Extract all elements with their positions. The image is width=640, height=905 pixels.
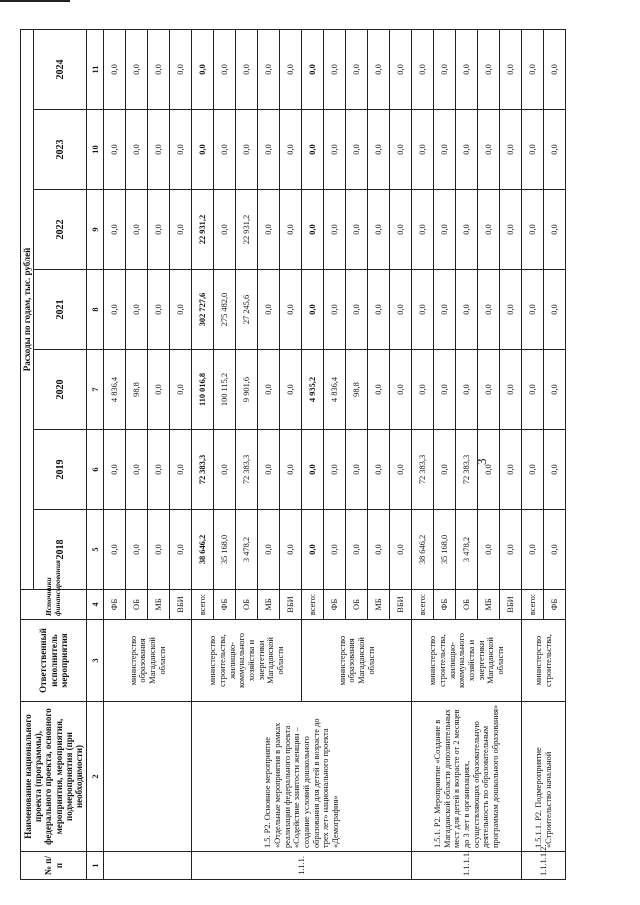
value-cell: 0,0 [544,350,566,430]
column-number: 8 [87,270,104,350]
value-cell: 0,0 [104,29,126,109]
source-cell: МБ [368,590,390,620]
column-number: 1 [87,852,104,880]
value-cell: 0,0 [126,190,148,270]
value-cell: 0,0 [258,510,280,590]
value-cell: 0,0 [324,430,346,510]
value-cell: 72 383,3 [412,430,434,510]
page-number: 3 [474,458,489,465]
value-cell: 0,0 [170,270,192,350]
executor-cell: министерство строительства, жилищно-коммунального хозяйства и энергетики Магаданской области [192,620,302,702]
header-row [21,29,34,879]
source-cell: ВБИ [390,590,412,620]
value-cell: 0,0 [148,510,170,590]
value-cell: 0,0 [522,190,544,270]
value-cell: 0,0 [522,29,544,109]
value-cell: 0,0 [500,190,522,270]
value-cell: 0,0 [236,110,258,190]
value-cell: 72 383,3 [236,430,258,510]
value-cell: 0,0 [522,510,544,590]
header-year: 2020 [34,350,87,430]
column-number: 5 [87,510,104,590]
value-cell: 0,0 [500,430,522,510]
column-number: 2 [87,702,104,852]
source-cell: ВБИ [170,590,192,620]
header-year: 2022 [34,190,87,270]
value-cell: 0,0 [478,110,500,190]
value-cell: 0,0 [148,350,170,430]
value-cell: 0,0 [258,270,280,350]
value-cell: 0,0 [214,430,236,510]
value-cell: 0,0 [544,510,566,590]
value-cell: 3 478,2 [236,510,258,590]
value-cell: 0,0 [456,29,478,109]
column-number: 6 [87,430,104,510]
value-cell: 0,0 [324,29,346,109]
table-row [192,29,214,879]
value-cell: 0,0 [214,190,236,270]
value-cell: 27 245,6 [236,270,258,350]
value-cell: 0,0 [412,270,434,350]
value-cell: 0,0 [544,430,566,510]
value-cell: 0,0 [126,270,148,350]
value-cell: 0,0 [280,29,302,109]
column-number: 10 [87,110,104,190]
value-cell: 0,0 [544,110,566,190]
value-cell: 0,0 [258,29,280,109]
value-cell: 0,0 [258,430,280,510]
row-number-cell [104,852,192,880]
row-name-cell: 1.5. Р2. Основное мероприятие «Отдельные мероприятия в рамках реализации федерального проекта «Содействие занятости женщин – создание условий дошкольного образования для детей в возрасте до трех лет» национального проекта «Демография» [192,702,412,852]
value-cell: 0,0 [478,270,500,350]
value-cell: 0,0 [346,510,368,590]
value-cell: 0,0 [412,190,434,270]
value-cell: 0,0 [170,350,192,430]
value-cell: 4 935,2 [302,350,324,430]
value-cell: 4 836,4 [324,350,346,430]
header-expenses: Расходы по годам, тыс. рублей [21,29,34,589]
value-cell: 0,0 [390,350,412,430]
source-cell: МБ [148,590,170,620]
column-number: 7 [87,350,104,430]
value-cell: 0,0 [148,29,170,109]
value-cell: 98,8 [126,350,148,430]
value-cell: 0,0 [104,190,126,270]
value-cell: 0,0 [104,270,126,350]
value-cell: 0,0 [104,430,126,510]
value-cell: 0,0 [280,510,302,590]
value-cell: 0,0 [148,190,170,270]
row-number-cell: 1.1.1. [192,852,412,880]
value-cell: 0,0 [478,430,500,510]
value-cell: 0,0 [368,510,390,590]
value-cell: 0,0 [302,430,324,510]
value-cell: 0,0 [544,29,566,109]
value-cell: 0,0 [346,430,368,510]
value-cell: 38 646,2 [192,510,214,590]
source-cell: всего: [192,590,214,620]
source-cell: ВБИ [280,590,302,620]
value-cell: 0,0 [456,270,478,350]
value-cell: 0,0 [544,190,566,270]
value-cell: 275 482,0 [214,270,236,350]
value-cell: 35 168,0 [214,510,236,590]
value-cell: 0,0 [500,110,522,190]
header-year: 2021 [34,270,87,350]
table-row [412,29,434,879]
source-cell: ОБ [346,590,368,620]
value-cell: 98,8 [346,350,368,430]
value-cell: 0,0 [500,350,522,430]
column-number: 4 [87,590,104,620]
value-cell: 35 168,0 [434,510,456,590]
value-cell: 0,0 [522,350,544,430]
value-cell: 110 016,8 [192,350,214,430]
value-cell: 0,0 [456,110,478,190]
value-cell: 302 727,6 [192,270,214,350]
value-cell: 0,0 [170,110,192,190]
executor-cell: министерство образования Магаданской области [302,620,412,702]
value-cell: 0,0 [148,270,170,350]
source-cell: ФБ [324,590,346,620]
value-cell: 0,0 [500,510,522,590]
value-cell: 0,0 [478,29,500,109]
header-year: 2018 [34,510,87,590]
value-cell: 0,0 [324,110,346,190]
value-cell: 0,0 [192,110,214,190]
header-num: № п/п [21,852,87,880]
source-cell: ФБ [434,590,456,620]
expenses-table [20,29,566,880]
row-name-cell: 1.5.1.1. Р2. Подмероприятие «Строительство начальной [522,702,566,852]
value-cell: 0,0 [258,350,280,430]
source-cell: МБ [478,590,500,620]
source-cell: ФБ [214,590,236,620]
value-cell: 0,0 [170,430,192,510]
value-cell: 0,0 [412,29,434,109]
header-year: 2024 [34,29,87,109]
value-cell: 0,0 [324,510,346,590]
value-cell: 38 646,2 [412,510,434,590]
value-cell: 0,0 [368,29,390,109]
value-cell: 0,0 [302,510,324,590]
value-cell: 0,0 [346,110,368,190]
value-cell: 0,0 [126,510,148,590]
column-number: 11 [87,29,104,109]
table-row [104,29,126,879]
source-cell: МБ [258,590,280,620]
value-cell: 0,0 [104,510,126,590]
value-cell: 0,0 [170,29,192,109]
value-cell: 0,0 [214,29,236,109]
value-cell: 0,0 [412,350,434,430]
row-name-cell: 1.5.1. Р2. Мероприятие «Создание в Магаданской области дополнительных мест для детей в возрасте от 2 месяцев до 3 лет в организациях, осуществляющих образовательную деятельность по образовательным программам дошкольного образования» [412,702,522,852]
executor-cell: министерство строительства, жилищно-коммунального хозяйства и энергетики Магаданской области [412,620,522,702]
executor-cell: министерство образования Магаданской области [104,620,192,702]
row-number-cell: 1.1.1.1. [412,852,522,880]
value-cell: 0,0 [522,270,544,350]
value-cell: 22 931,2 [236,190,258,270]
value-cell: 0,0 [434,350,456,430]
value-cell: 0,0 [302,29,324,109]
value-cell: 0,0 [148,110,170,190]
value-cell: 0,0 [170,510,192,590]
value-cell: 0,0 [390,110,412,190]
value-cell: 0,0 [412,110,434,190]
value-cell: 0,0 [500,270,522,350]
value-cell: 0,0 [434,110,456,190]
column-numbers-row [87,29,104,879]
row-name-cell [104,702,192,852]
value-cell: 22 931,2 [192,190,214,270]
value-cell: 0,0 [368,270,390,350]
value-cell: 0,0 [434,270,456,350]
value-cell: 0,0 [368,110,390,190]
value-cell: 0,0 [214,110,236,190]
value-cell: 0,0 [522,110,544,190]
value-cell: 0,0 [368,350,390,430]
executor-cell: министерство строительства, [522,620,566,702]
header-executor: Ответственный исполнитель мероприятия [21,620,87,702]
value-cell: 3 478,2 [456,510,478,590]
row-number-cell: 1.1.1.1.2. [522,852,566,880]
value-cell: 72 383,3 [192,430,214,510]
source-cell: всего: [302,590,324,620]
value-cell: 0,0 [280,190,302,270]
value-cell: 0,0 [126,29,148,109]
value-cell: 0,0 [346,190,368,270]
value-cell: 0,0 [302,190,324,270]
value-cell: 0,0 [434,29,456,109]
value-cell: 0,0 [434,190,456,270]
value-cell: 100 115,2 [214,350,236,430]
value-cell: 0,0 [346,270,368,350]
source-cell: всего: [522,590,544,620]
value-cell: 0,0 [104,110,126,190]
value-cell: 9 901,6 [236,350,258,430]
source-cell: ОБ [236,590,258,620]
value-cell: 0,0 [170,190,192,270]
value-cell: 0,0 [478,510,500,590]
value-cell: 0,0 [544,270,566,350]
value-cell: 0,0 [324,270,346,350]
value-cell: 0,0 [478,350,500,430]
source-cell: всего: [412,590,434,620]
source-cell: ОБ [126,590,148,620]
value-cell: 0,0 [258,110,280,190]
header-name: Наименование национального проекта (программы), федерального проекта, основного мероприятия, мероприятия, подмероприятия (при необходимости) [21,702,87,852]
value-cell: 0,0 [280,270,302,350]
value-cell: 0,0 [236,29,258,109]
value-cell: 0,0 [434,430,456,510]
column-number: 3 [87,620,104,702]
value-cell: 0,0 [302,270,324,350]
value-cell: 0,0 [280,430,302,510]
value-cell: 72 383,3 [456,430,478,510]
value-cell: 0,0 [302,110,324,190]
value-cell: 0,0 [258,190,280,270]
header-year: 2019 [34,430,87,510]
value-cell: 0,0 [390,430,412,510]
column-number: 9 [87,190,104,270]
value-cell: 0,0 [390,510,412,590]
header-source: Источники финансирования [21,590,87,620]
value-cell: 0,0 [126,430,148,510]
value-cell: 0,0 [368,190,390,270]
value-cell: 0,0 [522,430,544,510]
value-cell: 4 836,4 [104,350,126,430]
source-cell: ФБ [104,590,126,620]
value-cell: 0,0 [456,350,478,430]
table-row [522,29,544,879]
source-cell: ОБ [456,590,478,620]
value-cell: 0,0 [126,110,148,190]
value-cell: 0,0 [368,430,390,510]
value-cell: 0,0 [390,270,412,350]
value-cell: 0,0 [148,430,170,510]
value-cell: 0,0 [390,29,412,109]
source-cell: ФБ [544,590,566,620]
value-cell: 0,0 [192,29,214,109]
value-cell: 0,0 [478,190,500,270]
source-cell: ВБИ [500,590,522,620]
value-cell: 0,0 [324,190,346,270]
value-cell: 0,0 [280,350,302,430]
value-cell: 0,0 [500,29,522,109]
value-cell: 0,0 [390,190,412,270]
value-cell: 0,0 [346,29,368,109]
value-cell: 0,0 [280,110,302,190]
header-year: 2023 [34,110,87,190]
value-cell: 0,0 [456,190,478,270]
